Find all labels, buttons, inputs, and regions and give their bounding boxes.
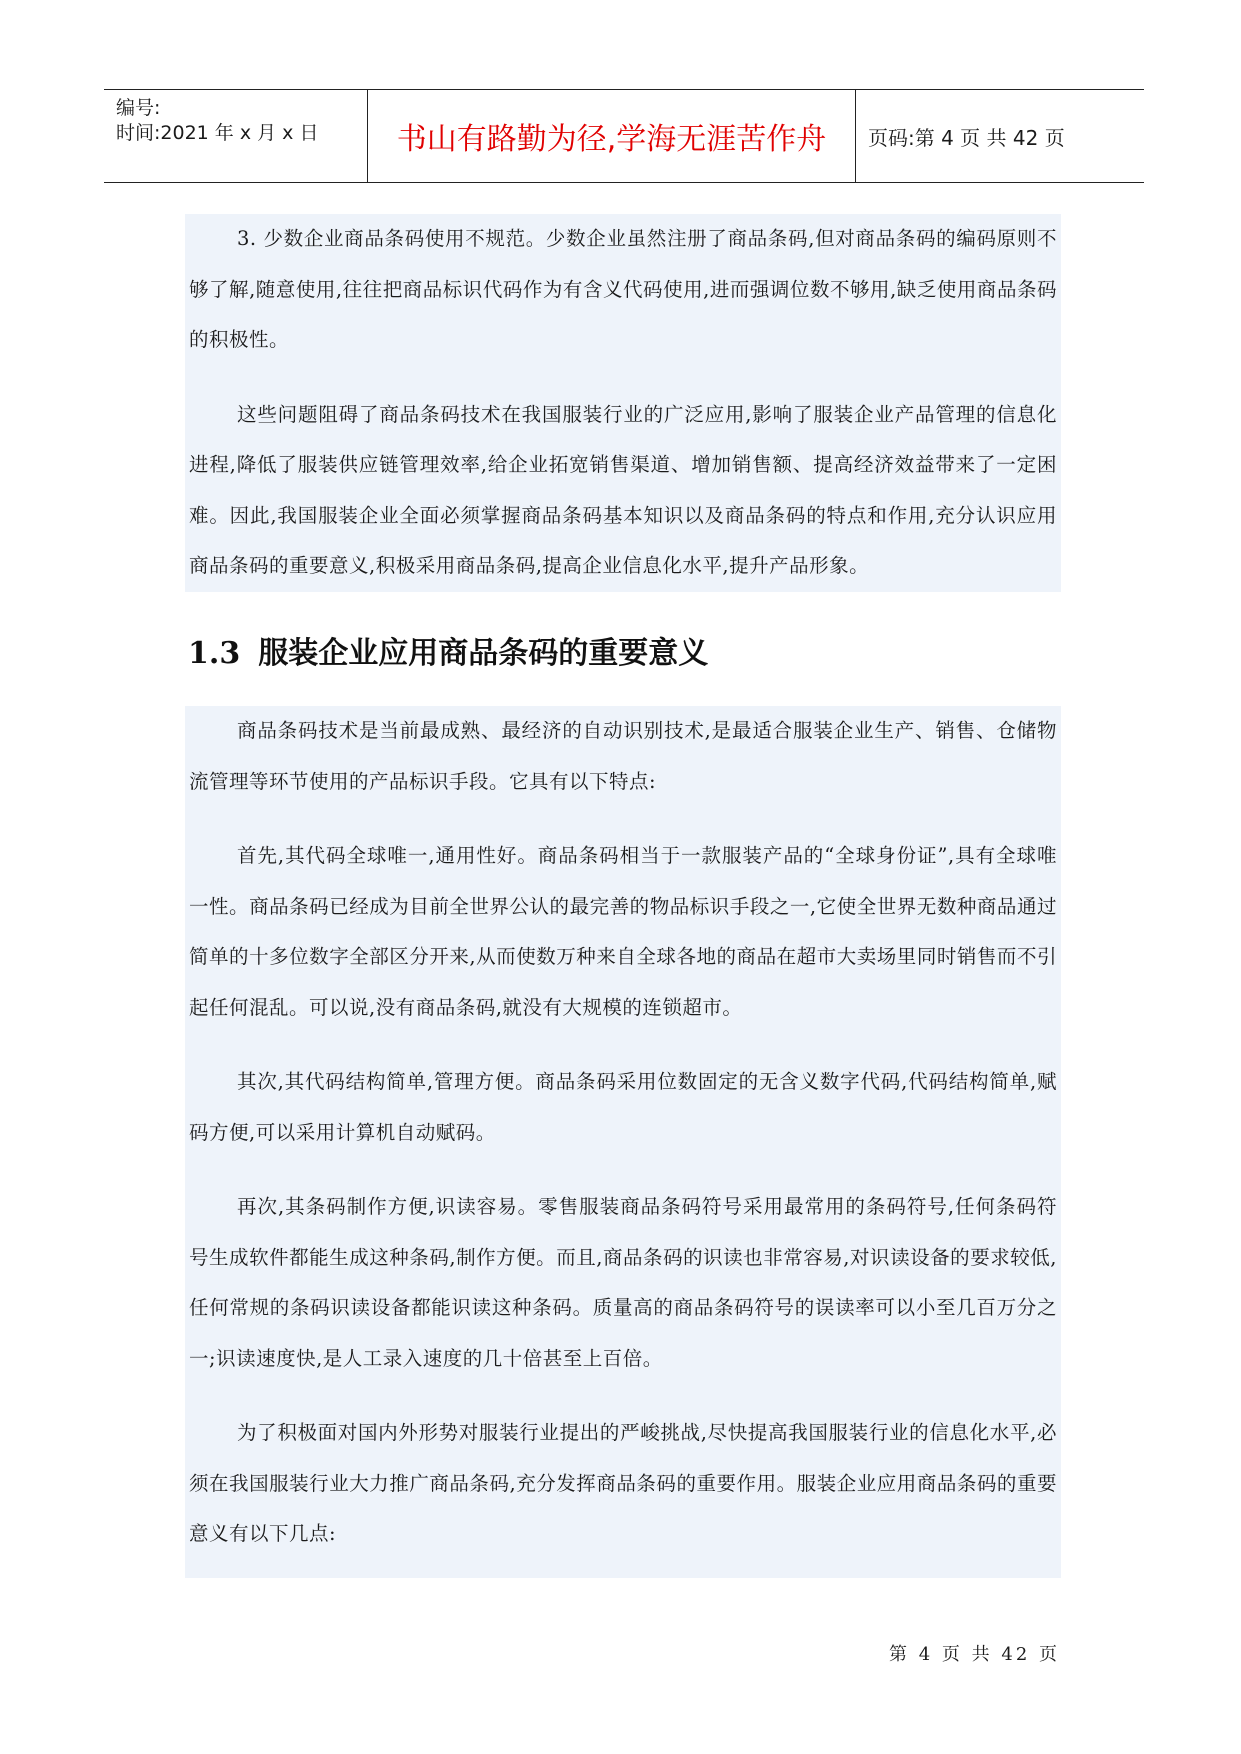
text-block-1	[185, 214, 1061, 592]
paragraph: 再次,其条码制作方便,识读容易。零售服装商品条码符号采用最常用的条码符号,任何条码符号生成软件都能生成这种条码,制作方便。而且,商品条码的识读也非常容易,对识读设备的要求较低,任何常规的条码识读设备都能识读这种条码。质量高的商品条码符号的误读率可以小至几百万分之一;识读速度快,是人工录入速度的几十倍甚至上百倍。	[189, 1195, 1057, 1370]
page-footer: 第 4 页 共 42 页	[889, 1644, 1060, 1665]
paragraph: 商品条码技术是当前最成熟、最经济的自动识别技术,是最适合服装企业生产、销售、仓储物流管理等环节使用的产品标识手段。它具有以下特点:	[189, 719, 1057, 793]
document-time-label: 时间:2021 年 x 月 x 日	[116, 122, 319, 144]
page-header	[104, 89, 1144, 183]
paragraph: 3. 少数企业商品条码使用不规范。少数企业虽然注册了商品条码,但对商品条码的编码原则不够了解,随意使用,往往把商品标识代码作为有含义代码使用,进而强调位数不够用,缺乏使用商品条码的积极性。	[189, 227, 1057, 351]
section-title: 服装企业应用商品条码的重要意义	[258, 636, 709, 671]
text-block-2	[185, 706, 1061, 1578]
section-number: 1.3	[188, 636, 241, 671]
paragraph: 首先,其代码全球唯一,通用性好。商品条码相当于一款服装产品的“全球身份证”,具有全球唯一性。商品条码已经成为目前全世界公认的最完善的物品标识手段之一,它使全世界无数种商品通过简单的十多位数字全部区分开来,从而使数万种来自全球各地的商品在超市大卖场里同时销售而不引起任何混乱。可以说,没有商品条码,就没有大规模的连锁超市。	[189, 844, 1057, 1019]
document-number-label: 编号:	[116, 97, 161, 119]
header-meta-cell	[104, 90, 368, 182]
header-page-info: 页码:第 4 页 共 42 页	[868, 125, 1065, 150]
paragraph: 这些问题阻碍了商品条码技术在我国服装行业的广泛应用,影响了服装企业产品管理的信息化进程,降低了服装供应链管理效率,给企业拓宽销售渠道、增加销售额、提高经济效益带来了一定困难。因此,我国服装企业全面必须掌握商品条码基本知识以及商品条码的特点和作用,充分认识应用商品条码的重要意义,积极采用商品条码,提高企业信息化水平,提升产品形象。	[189, 402, 1057, 577]
header-motto: 书山有路勤为径,学海无涯苦作舟	[368, 90, 856, 182]
section-heading	[188, 628, 708, 672]
paragraph: 其次,其代码结构简单,管理方便。商品条码采用位数固定的无含义数字代码,代码结构简单,赋码方便,可以采用计算机自动赋码。	[189, 1070, 1057, 1144]
paragraph: 为了积极面对国内外形势对服装行业提出的严峻挑战,尽快提高我国服装行业的信息化水平,必须在我国服装行业大力推广商品条码,充分发挥商品条码的重要作用。服装企业应用商品条码的重要意义有以下几点:	[189, 1421, 1057, 1545]
